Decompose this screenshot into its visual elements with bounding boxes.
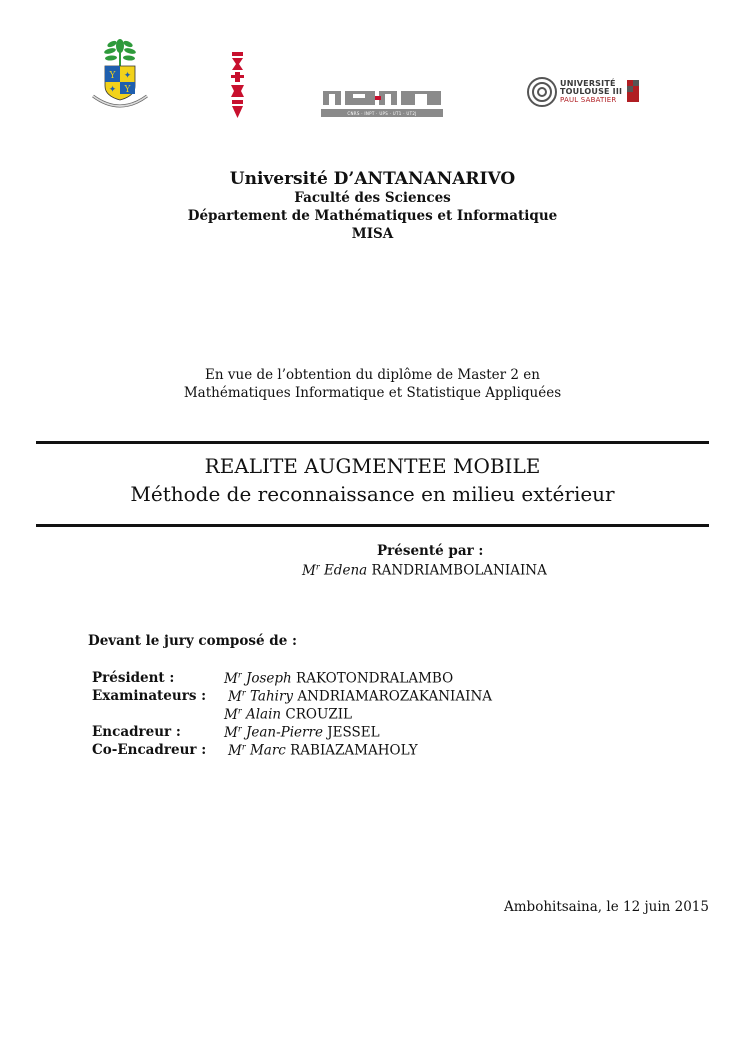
place-and-date: Ambohitsaina, le 12 juin 2015 bbox=[504, 899, 709, 915]
toulouse-line1: UNIVERSITÉ bbox=[560, 79, 616, 88]
presented-by-label: Présenté par : bbox=[377, 543, 484, 559]
svg-text:Y: Y bbox=[124, 85, 131, 95]
degree-line-2: Mathématiques Informatique et Statistique Appliquées bbox=[183, 385, 562, 401]
faculty-name: Faculté des Sciences bbox=[294, 190, 451, 206]
role-president: Président : bbox=[92, 670, 175, 686]
university-name: Université D’ANTANANARIVO bbox=[229, 169, 516, 189]
thesis-subtitle: Méthode de reconnaissance en milieu extérieur bbox=[130, 482, 615, 506]
title-bottom-rule bbox=[36, 524, 709, 527]
author-title: $M^r$ bbox=[302, 562, 320, 579]
department-name: Département de Mathématiques et Informatique bbox=[187, 208, 558, 224]
irit-logo bbox=[321, 87, 443, 117]
degree-line-1: En vue de l’obtention du diplôme de Master 2 en bbox=[205, 367, 540, 383]
toulouse-wordmark bbox=[560, 80, 622, 104]
author-last-name: RANDRIAMBOLANIAINA bbox=[371, 562, 547, 579]
irit-caption: CNRS · INPT · UPS · UT1 · UT2J bbox=[347, 111, 417, 116]
role-supervisor: Encadreur : bbox=[92, 724, 181, 740]
svg-text:✦: ✦ bbox=[108, 85, 117, 95]
jury-member-president: $M^r$ Joseph RAKOTONDRALAMBO bbox=[224, 670, 454, 687]
title-top-rule bbox=[36, 441, 709, 444]
role-cosupervisor: Co-Encadreur : bbox=[92, 742, 207, 758]
jury-member-supervisor: $M^r$ Jean-Pierre JESSEL bbox=[224, 724, 380, 741]
toulouse-line2: TOULOUSE III bbox=[560, 87, 623, 96]
jury-heading: Devant le jury composé de : bbox=[88, 633, 297, 649]
jury-member-cosupervisor: $M^r$ Marc RABIAZAMAHOLY bbox=[228, 742, 418, 759]
jury-member-examiner-2: $M^r$ Alain CROUZIL bbox=[224, 706, 353, 723]
author-name bbox=[302, 562, 547, 579]
toulouse-university-logo bbox=[527, 76, 645, 108]
toulouse-line3: PAUL SABATIER bbox=[560, 96, 617, 104]
svg-text:✦: ✦ bbox=[123, 71, 132, 81]
program-name: MISA bbox=[351, 226, 394, 242]
jury-member-examiner-1: $M^r$ Tahiry ANDRIAMAROZAKANIAINA bbox=[228, 688, 493, 705]
role-examiners: Examinateurs : bbox=[92, 688, 207, 704]
author-first-name: Edena bbox=[323, 562, 368, 579]
misa-logo bbox=[229, 52, 246, 118]
svg-text:Y: Y bbox=[109, 71, 116, 81]
university-antananarivo-logo bbox=[85, 34, 155, 118]
thesis-title: REALITE AUGMENTEE MOBILE bbox=[204, 454, 541, 478]
